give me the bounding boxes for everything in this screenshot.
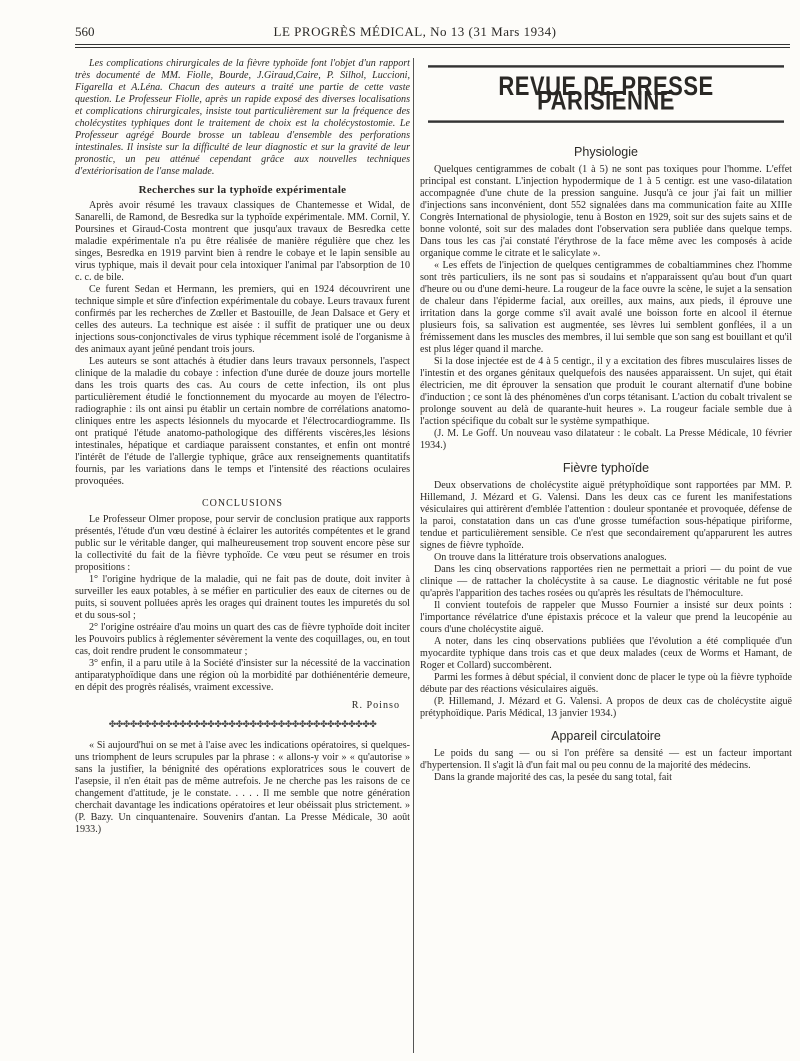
header-rule — [75, 44, 790, 45]
section-heading: Appareil circulatoire — [551, 729, 661, 743]
section-heading: Fièvre typhoïde — [562, 461, 650, 475]
paragraph: Il convient toutefois de rappeler que Musso Fournier a insisté sur deux points : l'importance révélatrice d'une épistaxis précoce et la valeur que prend la leucopénie au cours d'une cholécystite aiguë. — [420, 600, 792, 635]
intro-paragraph: Les complications chirurgicales de la fièvre typhoïde font l'objet d'un rapport très documenté de MM. Fiolle, Bourde, J.Giraud,Caire, P. Silhol, Luccioni, Figarella et A.Léna. Chacun des auteurs a traité une partie de cette vaste question. Le Professeur Fiolle, après un rapide exposé des diverses localisations et complications chirurgicales, insiste tout particulièrement sur la fréquence des cholécystites typhiques dont le traitement de choix est la cholécystostomie. Le Professeur agrégé Bourde brosse un tableau d'ensemble des perforations intestinales. Il insiste sur la difficulté de leur diagnostic et sur la gravité de leur pronostic, un peu atténué cependant grâce aux nouvelles techniques d'extériorisation de l'anse malade. — [75, 58, 410, 177]
paragraph: 2° l'origine ostréaire d'au moins un quart des cas de fièvre typhoïde doit inciter les Pouvoirs publics à réglementer sévèrement la vente des coquillages, ou, en tout cas, doit rendre prudent le consommateur ; — [75, 622, 410, 657]
paragraph: Quelques centigrammes de cobalt (1 à 5) ne sont pas toxiques pour l'homme. L'effet principal est constant. L'injection hypodermique de 1 à 5 centigr. est une vaso-dilatation accompagnée d'une chute de la pression sanguine. Jusqu'à ce jour j'ai fait un millier d'injections sans inconvénient, dont 552 signalées dans ma communication faite au XIIIe Congrès International de physiologie, tenu à Boston en 1929, soit sur des sujets sains et de bonne volonté, soit sur des malades dont l'observation sera publiée dans quelque temps. Dans tous les cas j'ai constaté l'érythrose de la face même avec les composés à acide organique comme le citrate et le salicylate ». — [420, 164, 792, 259]
paragraph: Le poids du sang — ou si l'on préfère sa densité — est un facteur important d'hypertension. Il s'agit là d'un fait mal ou peu connu de la majorité des médecins. — [420, 748, 792, 771]
paragraph: « Si aujourd'hui on se met à l'aise avec les indications opératoires, si quelques-uns triomphent de leurs scrupules par la phrase : « allons-y voir » « qu'autorise » sans la justifier, la bénignité des opérations exploratrices sous le couvert de l'asepsie, il n'en était pas de même autrefois. Je ne cherche pas les raisons de ce changement d'attitude, je le constate. . . . . Il me semble que notre génération cherchait davantage les indications opératoires et leur obéissait plus strictement. » (P. Bazy. Un cinquantenaire. Souvenirs d'antan. La Presse Médicale, 30 août 1933.) — [75, 740, 410, 835]
header-rule-2 — [75, 47, 790, 48]
paragraph: 1° l'origine hydrique de la maladie, qui ne fait pas de doute, doit inviter à surveiller les eaux potables, à se méfier en particulier des eaux de citernes ou de puits, si souvent polluées après les orages qui drainent toutes les impuretés du sol et du sous-sol ; — [75, 574, 410, 621]
column-divider — [413, 58, 414, 1053]
right-column — [420, 58, 792, 784]
citation: (P. Hillemand, J. Mézard et G. Valensi. A propos de deux cas de cholécystite aiguë prétyphoïdique. Paris Médical, 13 janvier 1934.) — [420, 696, 792, 719]
paragraph: Deux observations de cholécystite aiguë prétyphoïdique sont rapportées par MM. P. Hillemand, J. Mézard et G. Valensi. Dans les deux cas ce furent les manifestations vésiculaires qui attirèrent d'emblée l'attention : douleur spontanée et provoquée, défense de la paroi, constatation dans un cas d'une grosse tuméfaction sous-hépatique piriforme, tendue et particulièrement sensible. Ce n'est que secondairement qu'apparurent les autres signes de fièvre typhoïde. — [420, 480, 792, 551]
paragraph: Dans la grande majorité des cas, la pesée du sang total, fait — [434, 772, 672, 783]
author-signature: R. Poinso — [351, 700, 400, 711]
section-banner: REVUE DE PRESSE PARISIENNE — [428, 65, 784, 123]
paragraph: Les auteurs se sont attachés à étudier dans leurs travaux personnels, l'aspect clinique de la maladie du cobaye : infection d'une durée de douze jours mortelle dans les trois quarts des cas. Au cours de cette infection, ils ont plus particulièrement étudié le fonctionnement du myocarde au moyen de l'électro-radiographie : ils ont ainsi pu établir un certain nombre de corrélations anatomo-cliniques entre les aspects lésionnels du myocarde et l'électrocardiogramme. Ils ont pratiqué l'étude anatomo-pathologique des différents viscères,les lésions intestinales, hépatique et cardiaque paraissent constantes, et enfin ont montré l'intérêt de l'étude de l'allergie typhique, grâce aux renseignements quantitatifs fournis, par les variations dans le temps et l'intensité des réactions oculaires provoquées. — [75, 356, 410, 487]
paragraph: Dans les cinq observations rapportées rien ne permettait a priori — du point de vue clinique — de rattacher la cholécystite à sa cause. Le diagnostic véritable ne fut posé qu'après l'apparition des taches rosées ou qu'après les résultats de l'hémoculture. — [420, 564, 792, 599]
section-heading: Physiologie — [574, 145, 638, 159]
section-heading: CONCLUSIONS — [201, 498, 283, 509]
paragraph: Si la dose injectée est de 4 à 5 centigr., il y a excitation des fibres musculaires lisses de l'intestin et des organes génitaux quelquefois des nausées apparaissent. Un sujet, qui était électricien, me dit éprouver la sensation que produit le courant alternatif d'une bobine d'induction ; ce sont là des phénomènes d'un corps tétanisant. L'action du cobalt trivalent se prolonge souvent au delà de quarante-huit heures ». La rougeur faciale semble due à l'action spécifique du cobalt sur le système sympathique. — [420, 356, 792, 427]
left-column — [75, 58, 410, 836]
running-title: LE PROGRÈS MÉDICAL, No 13 (31 Mars 1934) — [273, 24, 557, 39]
page-number: 560 — [75, 24, 95, 39]
citation: (J. M. Le Goff. Un nouveau vaso dilatateur : le cobalt. La Presse Médicale, 10 février 1934.) — [420, 428, 792, 451]
paragraph: Le Professeur Olmer propose, pour servir de conclusion pratique aux rapports présentés, l'étude d'un vœu destiné à éclairer les autorités compétentes et le grand public sur le véritable danger, qui malheureusement trop souvent encore pèse sur la collectivité du fait de la fièvre typhoïde. Ce vœu peut se résumer en trois propositions : — [75, 514, 410, 573]
section-heading: Recherches sur la typhoïde expérimentale — [138, 184, 347, 196]
paragraph: Après avoir résumé les travaux classiques de Chantemesse et Widal, de Sanarelli, de Ramond, de Besredka sur la typhoïde expérimentale. MM. Cornil, Y. Poursines et Giraud-Costa montrent que jusqu'aux travaux de Besredka cette maladie expérimentale n'a pu être réalisée de manière régulière que chez les singes, Besredka en 1919 parvint bien à rendre le cobaye et le lapin sensible au virus typhique, mais il devait pour cela intoxiquer l'animal par l'absorption de 10 c. c. de bile. — [75, 200, 410, 283]
paragraph: Parmi les formes à début spécial, il convient donc de placer le type où la fièvre typhoïde débute par des réactions vésiculaires aiguës. — [420, 672, 792, 695]
paragraph: 3° enfin, il a paru utile à la Société d'insister sur la nécessité de la vaccination antiparatyphoïdique dans une région où la morbidité par dothiénentérie demeure, en dépit des progrès réalisés, vraiment excessive. — [75, 658, 410, 693]
ornament-divider: ✤✤✤✤✤✤✤✤✤✤✤✤✤✤✤✤✤✤✤✤✤✤✤✤✤✤✤✤✤✤✤✤✤✤✤✤✤✤ — [108, 719, 377, 729]
paragraph: Ce furent Sedan et Hermann, les premiers, qui en 1924 découvrirent une technique simple et sûre d'infection expérimentale du cobaye. Leurs travaux furent confirmés par les recherches de Zœller et Bastouille, de Jean Dalsace et Gery et celles des auteurs. La technique est aisée : il suffit de pratiquer une ou deux injections sous-conjonctivales de virus typhique récemment isolé de l'organisme à des animaux ayant jeûné pendant trois jours. — [75, 284, 410, 355]
paragraph: On trouve dans la littérature trois observations analogues. — [434, 552, 667, 563]
paragraph: A noter, dans les cinq observations publiées que l'évolution a été compliquée d'un myocardite typhique dans trois cas et que deux malades (ceux de Worms et Hamant, de Roger et Collard) succombèrent. — [420, 636, 792, 671]
page-header — [75, 24, 755, 42]
paragraph: « Les effets de l'injection de quelques centigrammes de cobaltiammines chez l'homme sont très particuliers, ils ne sont pas si soudains et n'apparaissent qu'au bout d'un quart d'heure ou ou d'une demi-heure. La rougeur de la face ouvre la scène, le sujet a la sensation de chaleur dans l'épiderme facial, aux oreilles, aux mains, aux pieds, il éprouve une irritation dans la gorge comme s'il avait avalé une boisson forte en alcool il éternue plusieurs fois, sa salivation est augmentée, ses lèvres lui semblent gonflées, il a un frémissement dans les muscles des membres, il lui semble que son sang est bouillant et qu'il est plus léger quand il marche. — [420, 260, 792, 355]
